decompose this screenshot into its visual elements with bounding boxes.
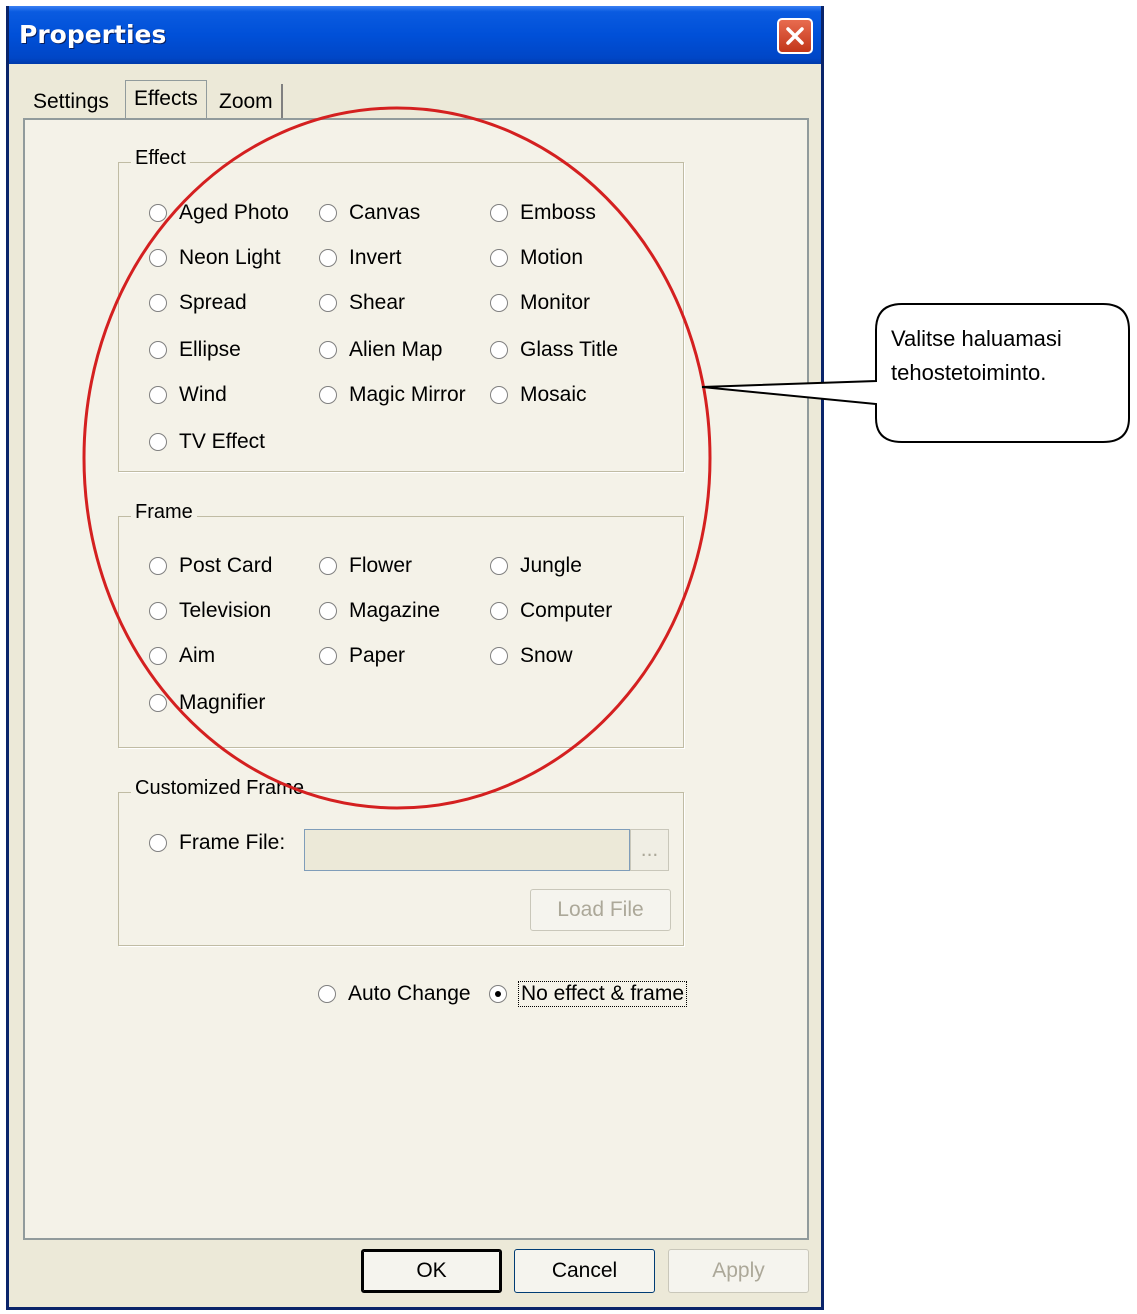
radio-label: Shear — [349, 291, 406, 314]
radio-label: Monitor — [520, 291, 591, 314]
radio-label: Magnifier — [179, 691, 266, 714]
ok-button[interactable]: OK — [361, 1249, 502, 1293]
radio-label: Magic Mirror — [349, 383, 466, 406]
custom-frame-legend: Customized Frame — [131, 777, 308, 800]
apply-button[interactable]: Apply — [668, 1249, 809, 1293]
window-title: Properties — [19, 20, 167, 49]
browse-button[interactable]: ... — [630, 829, 669, 871]
tab-settings[interactable]: Settings — [33, 90, 109, 113]
frame-file-label: Frame File: — [179, 831, 286, 854]
radio-label: Alien Map — [349, 338, 443, 361]
load-file-button[interactable]: Load File — [530, 889, 671, 931]
radio-label: Glass Title — [520, 338, 619, 361]
effect-group-legend: Effect — [131, 147, 190, 170]
callout-line-2: tehostetoiminto. — [891, 360, 1047, 385]
radio-label: Jungle — [520, 554, 582, 577]
radio-label: Wind — [179, 383, 227, 406]
callout-line-1: Valitse haluamasi — [891, 326, 1062, 351]
radio-label: Paper — [349, 644, 406, 667]
annotation-circle — [84, 108, 710, 808]
cancel-button[interactable]: Cancel — [514, 1249, 655, 1293]
radio-label: Snow — [520, 644, 573, 667]
radio-label: No effect & frame — [521, 982, 685, 1005]
radio-label: Television — [179, 599, 272, 622]
tab-effects[interactable]: Effects — [125, 80, 207, 122]
radio-label: Motion — [520, 246, 584, 269]
radio-label: Post Card — [179, 554, 273, 577]
radio-label: Mosaic — [520, 383, 587, 406]
radio-label: Canvas — [349, 201, 421, 224]
radio-label: Invert — [349, 246, 402, 269]
tab-zoom[interactable]: Zoom — [211, 84, 283, 120]
radio-label: TV Effect — [179, 430, 265, 453]
radio-label: Computer — [520, 599, 613, 622]
radio-label: Spread — [179, 291, 247, 314]
radio-label: Aged Photo — [179, 201, 289, 224]
radio-label: Neon Light — [179, 246, 281, 269]
radio-label: Magazine — [349, 599, 441, 622]
radio-label: Auto Change — [348, 982, 471, 1005]
radio-label: Emboss — [520, 201, 596, 224]
radio-label: Ellipse — [179, 338, 241, 361]
radio-label: Flower — [349, 554, 413, 577]
frame-group-legend: Frame — [131, 501, 197, 524]
callout-text — [891, 322, 1062, 390]
radio-label: Aim — [179, 644, 216, 667]
